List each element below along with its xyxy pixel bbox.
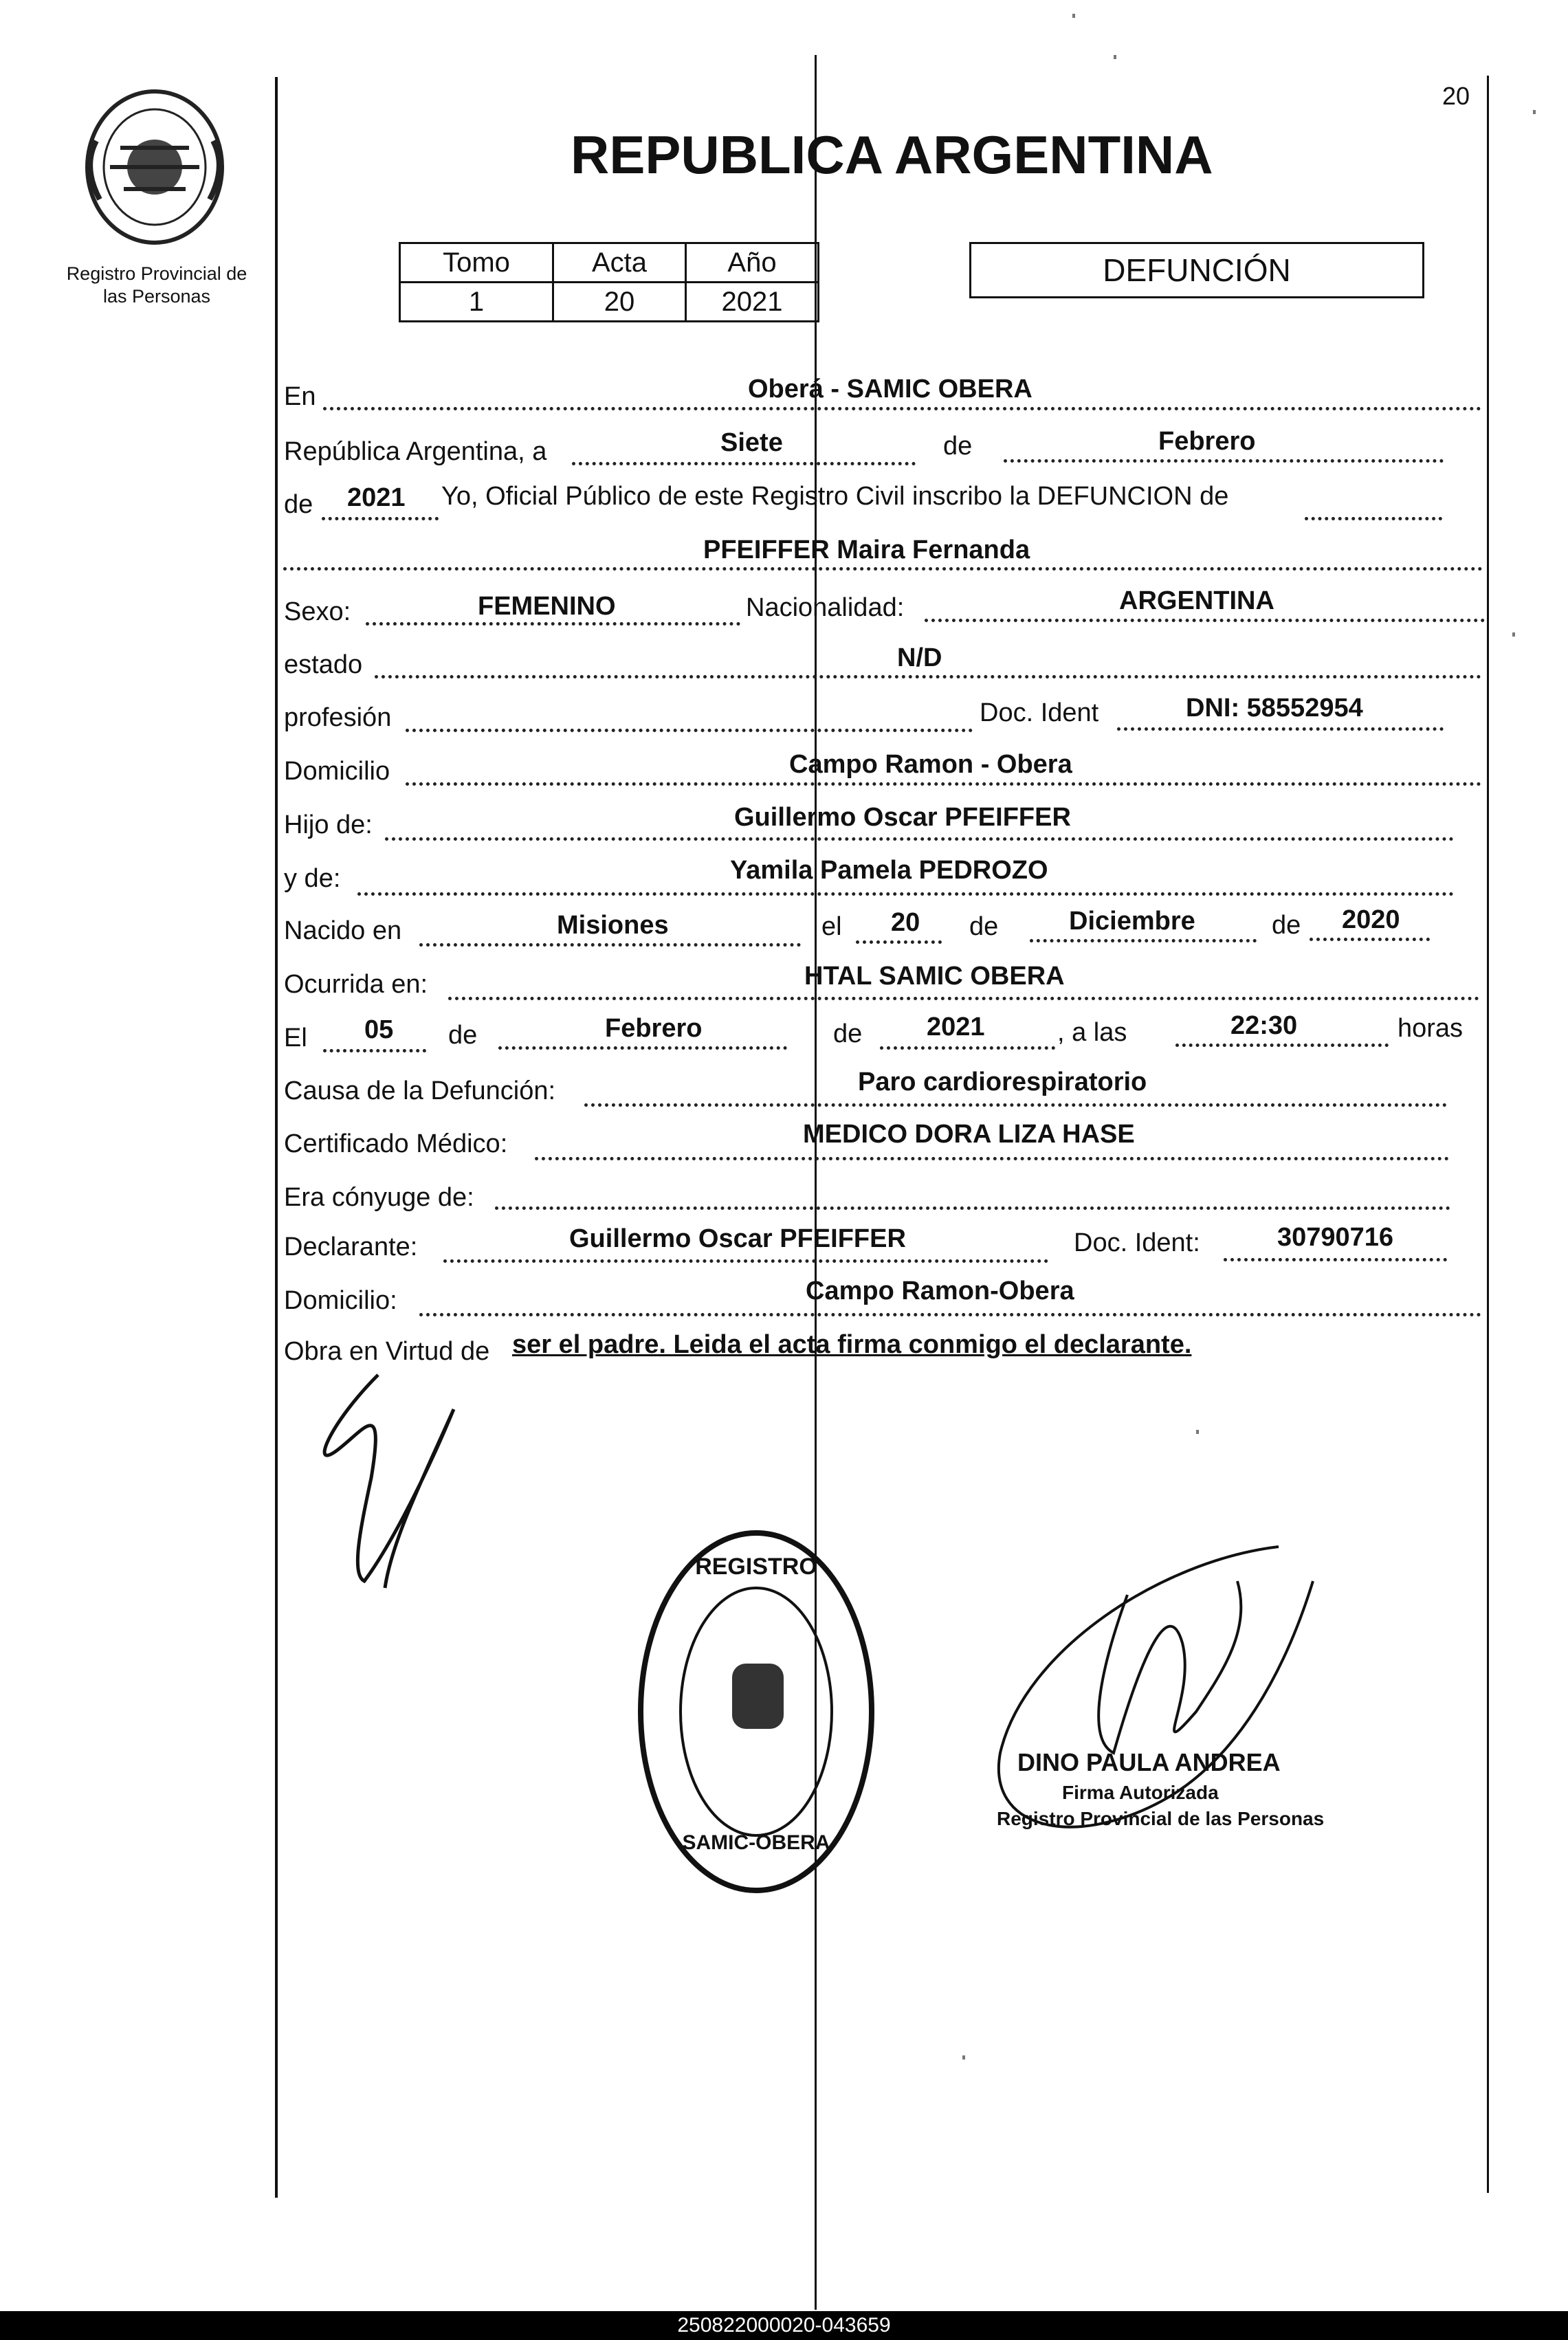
value-fall-dia: 05 [364, 1015, 394, 1044]
dotline-nacido-dia [856, 940, 942, 944]
dotline-certificado [535, 1157, 1449, 1160]
label-de-2: de [284, 490, 313, 519]
label-ocurrida-en: Ocurrida en: [284, 970, 428, 999]
value-domicilio: Campo Ramon - Obera [789, 750, 1072, 779]
value-fall-anio: 2021 [927, 1013, 985, 1041]
value-anio: 2021 [347, 483, 406, 512]
label-de-1: de [943, 432, 973, 461]
value-nacido-lugar: Misiones [557, 911, 669, 940]
dotline-padre [385, 837, 1454, 841]
label-profesion: profesión [284, 703, 392, 732]
left-margin-line [275, 77, 278, 2198]
value-declarante: Guillermo Oscar PFEIFFER [569, 1224, 906, 1253]
dotline-sexo [366, 622, 740, 626]
dotline-dni [1117, 727, 1444, 731]
value-dia-letras: Siete [720, 428, 783, 457]
col-tomo-header: Tomo [400, 243, 553, 283]
value-obra: ser el padre. Leida el acta firma conmigo el declarante. [512, 1330, 1192, 1359]
label-horas: horas [1398, 1014, 1464, 1043]
col-anio-header: Año [686, 243, 819, 283]
label-de-5: de [448, 1021, 478, 1050]
label-en: En [284, 382, 316, 411]
scan-speck [1072, 14, 1075, 18]
value-certificado: MEDICO DORA LIZA HASE [803, 1120, 1135, 1149]
label-de-4: de [1272, 911, 1301, 940]
scan-speck [962, 2055, 965, 2060]
value-lugar: Oberá - SAMIC OBERA [748, 375, 1033, 404]
label-certificado: Certificado Médico: [284, 1129, 508, 1158]
value-nacido-dia: 20 [891, 908, 920, 937]
logo-caption: Registro Provincial de las Personas [66, 263, 247, 307]
dotline-declarante-domicilio [419, 1313, 1481, 1316]
label-de-6: de [833, 1019, 863, 1048]
value-dni: DNI: 58552954 [1186, 694, 1363, 722]
value-nacido-mes: Diciembre [1069, 907, 1195, 936]
page-title: REPUBLICA ARGENTINA [571, 124, 1213, 185]
right-margin-line [1487, 76, 1489, 2193]
dotline-nacido-anio [1310, 938, 1430, 941]
value-hora: 22:30 [1230, 1011, 1298, 1040]
dotline-en [323, 407, 1481, 410]
label-El: El [284, 1024, 307, 1052]
dotline-declarante [443, 1259, 1048, 1263]
dotline-fall-anio [880, 1046, 1055, 1050]
value-padre: Guillermo Oscar PFEIFFER [734, 803, 1071, 832]
dotline-mes [1004, 459, 1444, 463]
svg-text:REGISTRO: REGISTRO [695, 1554, 817, 1580]
document-id-bar: 250822000020-043659 [0, 2311, 1568, 2340]
value-declarante-doc: 30790716 [1277, 1223, 1394, 1252]
provincial-emblem-logo [82, 86, 227, 247]
label-domicilio-2: Domicilio: [284, 1286, 397, 1315]
label-doc-ident-2: Doc. Ident: [1074, 1228, 1200, 1257]
label-causa: Causa de la Defunción: [284, 1077, 556, 1105]
value-declarante-domicilio: Campo Ramon-Obera [806, 1277, 1074, 1305]
dotline-causa [584, 1103, 1447, 1107]
signatory-role: Firma Autorizada [1062, 1782, 1219, 1803]
dotline-nacionalidad [925, 619, 1485, 622]
scan-speck [1114, 55, 1116, 59]
value-estado: N/D [897, 643, 942, 672]
signatory-name: DINO PAULA ANDREA [1017, 1748, 1281, 1776]
label-yo-oficial: Yo, Oficial Público de este Registro Civil inscribo la DEFUNCION de [441, 482, 1229, 511]
dotline-dia [572, 462, 916, 465]
scan-speck [1512, 632, 1515, 637]
dotline-fall-mes [498, 1046, 787, 1050]
label-el: el [821, 912, 842, 941]
dotline-anio [322, 517, 439, 520]
official-seal [636, 1526, 876, 1897]
declarant-signature [302, 1368, 481, 1595]
acta-value: 20 [553, 283, 686, 322]
value-ocurrida: HTAL SAMIC OBERA [804, 962, 1065, 991]
tomo-acta-anio-table [399, 242, 819, 322]
dotline-defuncion-de [1305, 517, 1442, 520]
value-mes: Febrero [1158, 427, 1256, 456]
label-nacido-en: Nacido en [284, 916, 402, 945]
label-hijo-de: Hijo de: [284, 810, 373, 839]
label-obra: Obra en Virtud de [284, 1337, 490, 1366]
value-nacido-anio: 2020 [1342, 905, 1400, 934]
dotline-conyuge [495, 1206, 1450, 1210]
dotline-ocurrida [448, 997, 1479, 1000]
label-y-de: y de: [284, 864, 341, 893]
page-number: 20 [1442, 82, 1470, 110]
label-conyuge: Era cónyuge de: [284, 1183, 474, 1212]
label-sexo: Sexo: [284, 597, 351, 626]
label-republica: República Argentina, a [284, 437, 547, 466]
value-causa: Paro cardiorespiratorio [858, 1068, 1147, 1096]
label-domicilio: Domicilio [284, 757, 390, 786]
label-a-las: , a las [1057, 1018, 1127, 1047]
value-nacionalidad: ARGENTINA [1119, 586, 1274, 615]
dotline-nombre [283, 567, 1483, 571]
dotline-profesion [406, 729, 973, 732]
svg-text:SAMIC-OBERA: SAMIC-OBERA [682, 1831, 830, 1854]
dotline-nacido-mes [1030, 939, 1257, 942]
scan-speck [1533, 110, 1536, 114]
value-sexo: FEMENINO [478, 592, 616, 621]
signatory-office: Registro Provincial de las Personas [997, 1808, 1325, 1829]
col-acta-header: Acta [553, 243, 686, 283]
value-madre: Yamila Pamela PEDROZO [730, 856, 1048, 885]
dotline-hora [1175, 1044, 1389, 1047]
label-doc-ident: Doc. Ident [980, 698, 1099, 727]
dotline-nacido-lugar [419, 943, 801, 947]
dotline-domicilio [406, 782, 1481, 786]
dotline-fall-dia [323, 1049, 426, 1052]
label-de-3: de [969, 912, 999, 941]
tomo-value: 1 [400, 283, 553, 322]
label-estado: estado [284, 650, 363, 679]
label-nacionalidad: Nacionalidad: [746, 593, 905, 622]
dotline-madre [357, 892, 1454, 896]
value-fall-mes: Febrero [605, 1014, 703, 1043]
scan-speck [1196, 1430, 1199, 1434]
dotline-declarante-doc [1224, 1258, 1447, 1261]
dotline-estado [375, 675, 1481, 678]
value-nombre: PFEIFFER Maira Fernanda [703, 536, 1030, 564]
label-declarante: Declarante: [284, 1233, 418, 1261]
document-type-box: DEFUNCIÓN [969, 242, 1424, 298]
anio-value: 2021 [686, 283, 819, 322]
